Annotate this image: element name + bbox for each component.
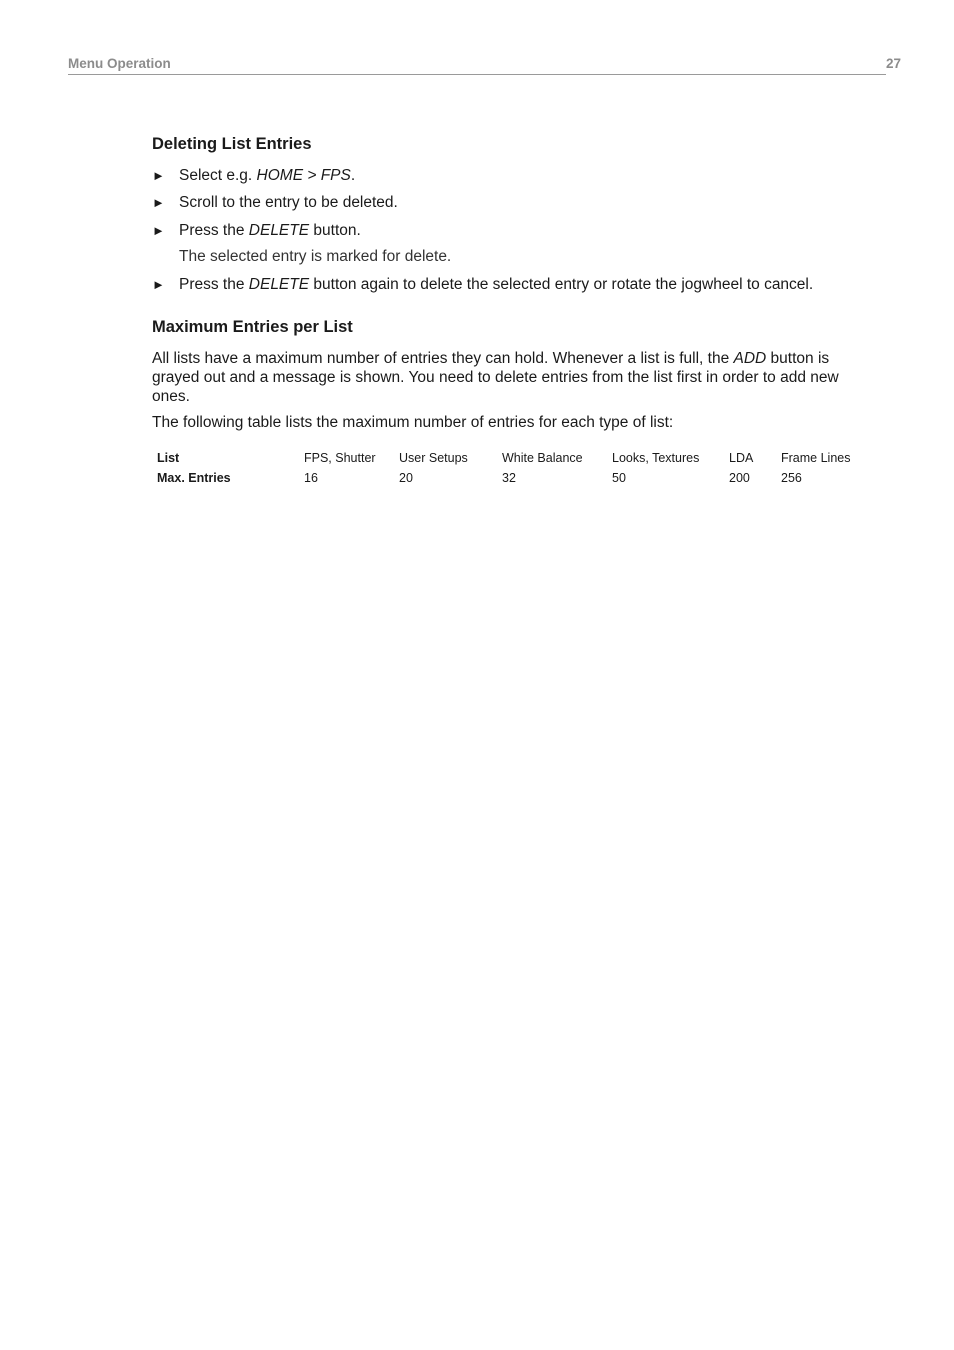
- step-text: Press the: [179, 222, 249, 239]
- table-cell: Frame Lines: [781, 451, 851, 465]
- button-name: DELETE: [248, 276, 310, 293]
- step-2: [152, 193, 398, 212]
- table-cell: Looks, Textures: [612, 451, 700, 465]
- row-header: Max. Entries: [157, 471, 231, 485]
- step-1: [152, 166, 355, 185]
- step-text: .: [350, 167, 356, 184]
- step-text: button again to delete the selected entry or rotate the jogwheel to cancel.: [309, 276, 814, 293]
- arrow-icon: ►: [152, 195, 165, 210]
- deleting-heading: Deleting List Entries: [152, 135, 312, 153]
- step-3-result: The selected entry is marked for delete.: [179, 248, 452, 265]
- table-cell: LDA: [729, 451, 754, 465]
- arrow-icon: ►: [152, 168, 165, 183]
- table-cell: 16: [304, 471, 318, 485]
- step-text: Scroll to the entry to be deleted.: [179, 194, 398, 211]
- maximum-heading: Maximum Entries per List: [152, 318, 353, 336]
- table-cell: 256: [781, 471, 802, 485]
- arrow-icon: ►: [152, 277, 165, 292]
- step-4: [152, 275, 813, 294]
- step-text: Select e.g.: [179, 167, 257, 184]
- table-cell: White Balance: [502, 451, 583, 465]
- page-number: 27: [886, 56, 902, 71]
- step-text: button.: [309, 222, 361, 239]
- table-cell: FPS, Shutter: [304, 451, 376, 465]
- menu-path: HOME > FPS: [256, 167, 351, 184]
- header-divider: [68, 74, 886, 75]
- table-cell: 20: [399, 471, 413, 485]
- table-intro-paragraph: The following table lists the maximum number of entries for each type of list:: [152, 414, 674, 431]
- button-name: DELETE: [248, 222, 310, 239]
- step-text: Press the: [179, 276, 249, 293]
- step-3: [152, 221, 361, 240]
- table-cell: 32: [502, 471, 516, 485]
- row-header: List: [157, 451, 180, 465]
- table-cell: 200: [729, 471, 750, 485]
- maximum-paragraph: All lists have a maximum number of entries they can hold. Whenever a list is full, the ADD button is grayed out and a message is shown. You need to delete entries from the list first in order to add new ones.: [152, 350, 839, 405]
- section-title: Menu Operation: [68, 56, 171, 71]
- arrow-icon: ►: [152, 223, 165, 238]
- table-cell: User Setups: [399, 451, 468, 465]
- button-name: ADD: [733, 350, 767, 367]
- table-cell: 50: [612, 471, 626, 485]
